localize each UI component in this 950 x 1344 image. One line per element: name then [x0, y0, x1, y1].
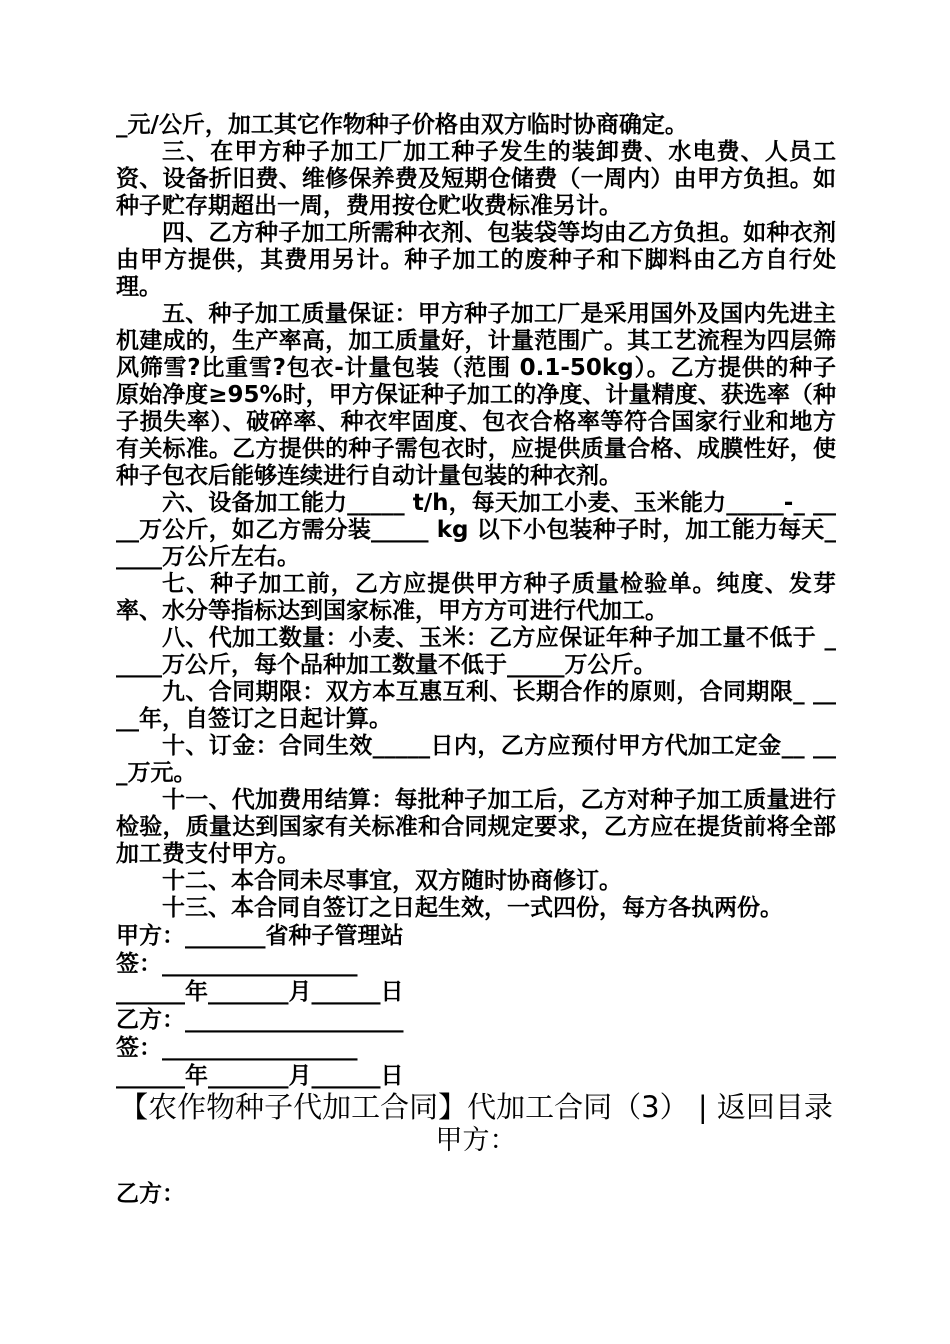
clause-6: 六、设备加工能力_____ t/h，每天加工小麦、玉米能力_____-_ ____万公斤，如乙方需分装_____ kg 以下小包装种子时，加工能力每天_____万公斤左右。 [116, 490, 836, 570]
party-a-sign-line: 签：_________________ [116, 951, 358, 977]
contract-page [116, 112, 836, 1208]
clause-13: 十三、本合同自签订之日起生效，一式四份，每方各执两份。 [162, 895, 783, 921]
party-a-date-line: ______年_______月______日 [116, 979, 404, 1005]
clause-10: 十、订金：合同生效_____日内，乙方应预付甲方代加工定金__ ___万元。 [116, 733, 836, 786]
party-a-line: 甲方：_______省种子管理站 [116, 923, 404, 949]
clause-9: 九、合同期限：双方本互惠互利、长期合作的原则，合同期限_ ____年，自签订之日起计算。 [116, 679, 836, 732]
signature-block [116, 922, 836, 1090]
clause-12: 十二、本合同未尽事宜，双方随时协商修订。 [162, 868, 622, 894]
party-b-sign-line: 签：_________________ [116, 1035, 358, 1061]
party-b-date-line: ______年_______月______日 [116, 1063, 404, 1089]
next-contract-party-a: 甲方： [435, 1125, 517, 1156]
clause-3: 三、在甲方种子加工厂加工种子发生的装卸费、水电费、人员工资、设备折旧费、维修保养费及短期仓储费（一周内）由甲方负担。如种子贮存期超出一周，费用按仓贮收费标准另计。 [116, 139, 836, 219]
next-contract-heading: 【农作物种子代加工合同】代加工合同（3） | 返回目录 [119, 1090, 833, 1124]
party-b-line: 乙方：___________________ [116, 1007, 404, 1033]
clause-8: 八、代加工数量：小麦、玉米：乙方应保证年种子加工量不低于 _____万公斤，每个品种加工数量不低于_____万公斤。 [116, 625, 836, 678]
clause-5: 五、种子加工质量保证：甲方种子加工厂是采用国外及国内先进主机建成的，生产率高，加工质量好，计量范围广。其工艺流程为四层筛风筛雪?比重雪?包衣-计量包装（范围 0.1-50kg）。乙方提供的种子原始净度≥95%时，甲方保证种子加工的净度、计量精度、获选率（种子损失率）、破碎率、种衣牢固度、包衣合格率等符合国家行业和地方有关标准。乙方提供的种子需包衣时，应提供质量合格、成膜性好，使种子包衣后能够连续进行自动计量包装的种衣剂。 [116, 301, 836, 489]
next-contract-party-b: 乙方： [116, 1181, 185, 1207]
clause-11: 十一、代加费用结算：每批种子加工后，乙方对种子加工质量进行检验，质量达到国家有关标准和合同规定要求，乙方应在提货前将全部加工费支付甲方。 [116, 787, 836, 867]
clause-4: 四、乙方种子加工所需种衣剂、包装袋等均由乙方负担。如种衣剂由甲方提供，其费用另计。种子加工的废种子和下脚料由乙方自行处理。 [116, 220, 836, 300]
clause-7: 七、种子加工前，乙方应提供甲方种子质量检验单。纯度、发芽率、水分等指标达到国家标准，甲方方可进行代加工。 [116, 571, 836, 624]
clause-2-tail: _元/公斤，加工其它作物种子价格由双方临时协商确定。 [116, 112, 688, 138]
spacer [116, 1158, 836, 1180]
